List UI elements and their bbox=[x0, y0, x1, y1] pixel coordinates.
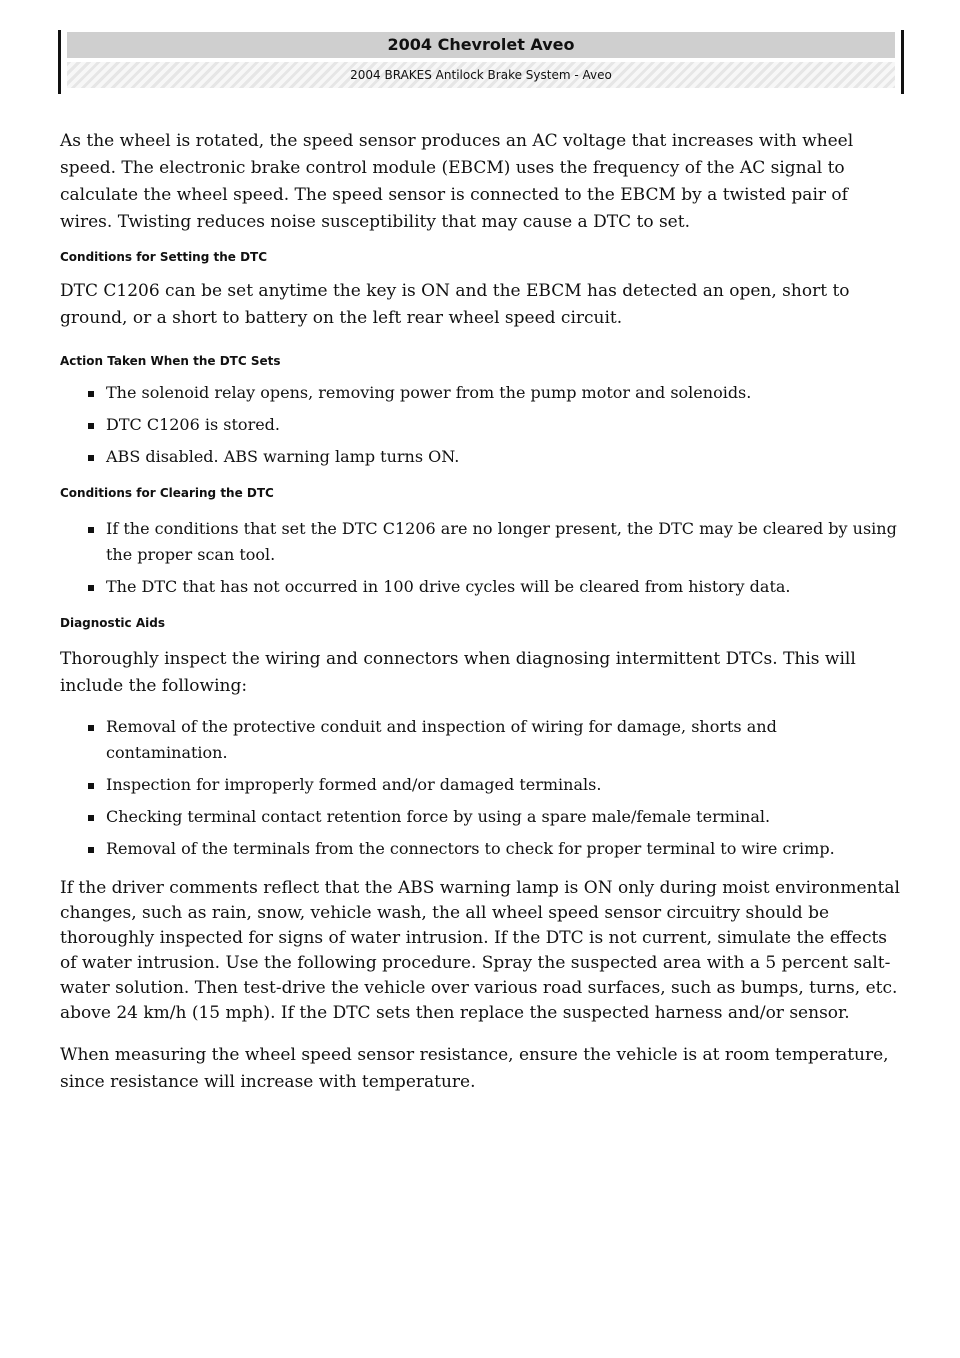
document-body bbox=[60, 128, 900, 1096]
heading-diagnostic-aids: Diagnostic Aids bbox=[60, 616, 165, 630]
page-header bbox=[58, 30, 904, 94]
bullet-icon bbox=[88, 783, 94, 789]
paragraph-resistance-note: When measuring the wheel speed sensor resistance, ensure the vehicle is at room temperature, since resistance will increase with temperature. bbox=[60, 1045, 889, 1092]
heading-setting-conditions: Conditions for Setting the DTC bbox=[60, 250, 268, 264]
heading-clearing-conditions: Conditions for Clearing the DTC bbox=[60, 486, 274, 500]
bullet-icon bbox=[88, 391, 94, 397]
clearing-list bbox=[60, 516, 900, 600]
heading-action-taken: Action Taken When the DTC Sets bbox=[60, 354, 281, 368]
paragraph-water-intrusion: If the driver comments reflect that the ABS warning lamp is ON only during moist environmental changes, such as rain, snow, vehicle wash, the all wheel speed sensor circuitry should be thoroughly inspected for signs of water intrusion. If the DTC is not current, simulate the effects of water intrusion. Use the following procedure. Spray the suspected area with a 5 percent salt-water solution. Then test-drive the vehicle over various road surfaces, such as bumps, turns, etc. above 24 km/h (15 mph). If the DTC sets then replace the suspected harness and/or sensor. bbox=[60, 878, 900, 1023]
paragraph-setting-conditions: DTC C1206 can be set anytime the key is ON and the EBCM has detected an open, short to ground, or a short to battery on the left rear wheel speed circuit. bbox=[60, 281, 850, 328]
bullet-icon bbox=[88, 585, 94, 591]
list-item: The DTC that has not occurred in 100 drive cycles will be cleared from history data. bbox=[88, 574, 900, 600]
bullet-icon bbox=[88, 847, 94, 853]
bullet-icon bbox=[88, 725, 94, 731]
paragraph-inspection-intro: Thoroughly inspect the wiring and connectors when diagnosing intermittent DTCs. This will include the following: bbox=[60, 649, 856, 696]
list-item: DTC C1206 is stored. bbox=[88, 412, 900, 438]
list-item: The solenoid relay opens, removing power from the pump motor and solenoids. bbox=[88, 380, 900, 406]
list-item: If the conditions that set the DTC C1206 are no longer present, the DTC may be cleared by using the proper scan tool. bbox=[88, 516, 900, 568]
list-item: Removal of the terminals from the connectors to check for proper terminal to wire crimp. bbox=[88, 836, 900, 862]
inspection-list bbox=[60, 714, 900, 862]
bullet-icon bbox=[88, 455, 94, 461]
bullet-icon bbox=[88, 527, 94, 533]
paragraph-sensor-description: As the wheel is rotated, the speed sensor produces an AC voltage that increases with wheel speed. The electronic brake control module (EBCM) uses the frequency of the AC signal to calculate the wheel speed. The speed sensor is connected to the EBCM by a twisted pair of wires. Twisting reduces noise susceptibility that may cause a DTC to set. bbox=[60, 131, 854, 232]
list-item: Checking terminal contact retention force by using a spare male/female terminal. bbox=[88, 804, 900, 830]
action-list bbox=[60, 380, 900, 470]
list-item: ABS disabled. ABS warning lamp turns ON. bbox=[88, 444, 900, 470]
list-item: Inspection for improperly formed and/or damaged terminals. bbox=[88, 772, 900, 798]
document-subtitle: 2004 BRAKES Antilock Brake System - Aveo bbox=[67, 62, 895, 88]
document-title: 2004 Chevrolet Aveo bbox=[67, 32, 895, 58]
bullet-icon bbox=[88, 423, 94, 429]
bullet-icon bbox=[88, 815, 94, 821]
list-item: Removal of the protective conduit and inspection of wiring for damage, shorts and contamination. bbox=[88, 714, 900, 766]
